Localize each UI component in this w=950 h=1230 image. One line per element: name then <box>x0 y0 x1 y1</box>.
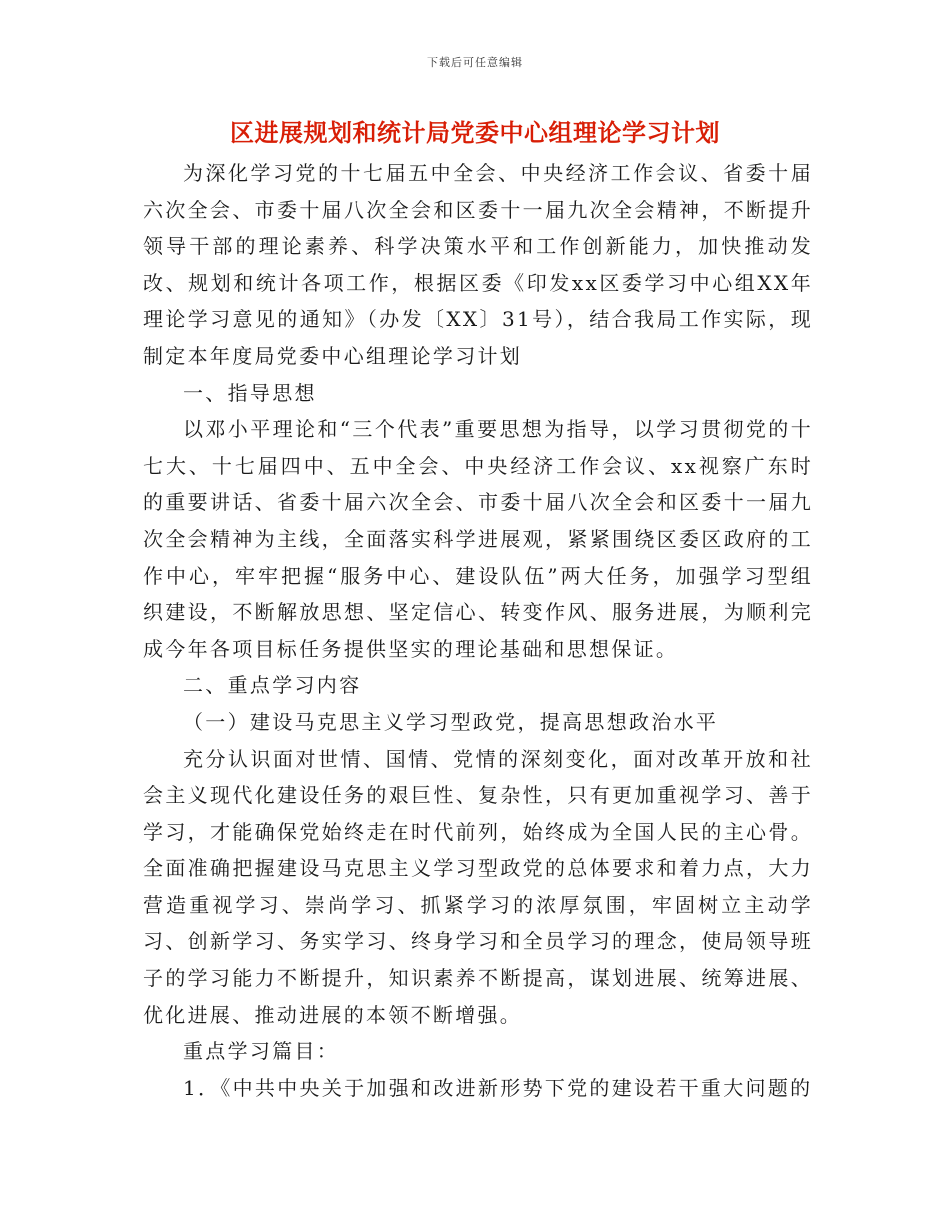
document-body <box>143 155 813 1106</box>
subsection-heading-learning-party: （一）建设马克思主义学习型政党，提高思想政治水平 <box>183 709 719 734</box>
key-reading-item: 1．《中共中央关于加强和改进新形势下党的建设若干重大问题的 <box>183 1075 813 1100</box>
document-title: 区进展规划和统计局党委中心组理论学习计划 <box>230 119 720 147</box>
section-heading-key-content: 二、重点学习内容 <box>183 673 362 698</box>
learning-party-paragraph: 充分认识面对世情、国情、党情的深刻变化，面对改革开放和社会主义现代化建设任务的艰巨性、复杂性，只有更加重视学习、善于学习，才能确保党始终走在时代前列，始终成为全国人民的主心骨。全面准确把握建设马克思主义学习型政党的总体要求和着力点，大力营造重视学习、崇尚学习、抓紧学习的浓厚氛围，牢固树立主动学习、创新学习、务实学习、终身学习和全员学习的理念，使局领导班子的学习能力不断提升，知识素养不断提高，谋划进展、统筹进展、优化进展、推动进展的本领不断增强。 <box>143 746 813 1027</box>
intro-paragraph: 为深化学习党的十七届五中全会、中央经济工作会议、省委十届六次全会、市委十届八次全会和区委十一届九次全会精神，不断提升领导干部的理论素养、科学决策水平和工作创新能力，加快推动发改、规划和统计各项工作，根据区委《印发xx区委学习中心组XX年理论学习意见的通知》（办发〔XX〕31号），结合我局工作实际，现制定本年度局党委中心组理论学习计划 <box>143 161 813 368</box>
key-reading-list-heading: 重点学习篇目： <box>183 1039 340 1064</box>
guiding-thought-paragraph: 以邓小平理论和“三个代表”重要思想为指导，以学习贯彻党的十七大、十七届四中、五中全会、中央经济工作会议、xx视察广东时的重要讲话、省委十届六次全会、市委十届八次全会和区委十一届九次全会精神为主线，全面落实科学进展观，紧紧围绕区委区政府的工作中心，牢牢把握“服务中心、建设队伍”两大任务，加强学习型组织建设，不断解放思想、坚定信心、转变作风、服务进展，为顺利完成今年各项目标任务提供坚实的理论基础和思想保证。 <box>143 417 813 661</box>
section-heading-guiding-thought: 一、指导思想 <box>183 380 317 405</box>
header-note: 下载后可任意编辑 <box>427 56 523 69</box>
